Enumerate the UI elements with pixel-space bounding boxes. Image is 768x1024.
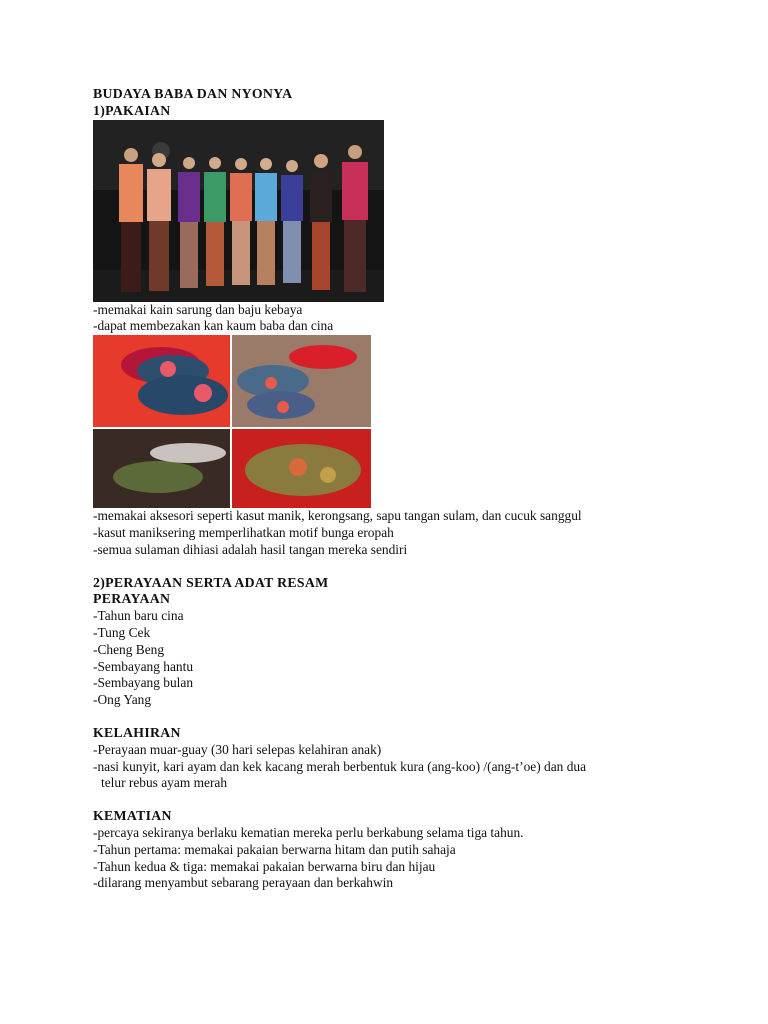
list-item: -Tung Cek bbox=[93, 624, 151, 640]
text-line: -kasut maniksering memperlihatkan motif bunga eropah bbox=[93, 524, 394, 540]
list-item: -Tahun baru cina bbox=[93, 608, 184, 624]
subheading-kematian: KEMATIAN bbox=[93, 808, 172, 824]
spacer bbox=[93, 792, 693, 808]
list-item: -Sembayang hantu bbox=[93, 658, 194, 674]
subheading-kelahiran: KELAHIRAN bbox=[93, 724, 181, 740]
group-photo bbox=[93, 120, 384, 302]
list-item: -Cheng Beng bbox=[93, 641, 165, 657]
text-line: -dapat membezakan kan kaum baba dan cina bbox=[93, 318, 334, 334]
list-item: -percaya sekiranya berlaku kematian mereka perlu berkabung selama tiga tahun. bbox=[93, 824, 524, 840]
list-item: -nasi kunyit, kari ayam dan kek kacang merah berbentuk kura (ang-koo) /(ang-t’oe) dan dua bbox=[93, 758, 587, 774]
list-item: -Tahun pertama: memakai pakaian berwarna hitam dan putih sahaja bbox=[93, 841, 456, 857]
list-item-continuation: telur rebus ayam merah bbox=[101, 775, 228, 791]
list-item: -Tahun kedua & tiga: memakai pakaian berwarna biru dan hijau bbox=[93, 858, 436, 874]
section-heading-pakaian: 1)PAKAIAN bbox=[93, 102, 171, 118]
spacer bbox=[93, 559, 693, 575]
beaded-shoes-photo bbox=[93, 335, 371, 508]
list-item: -dilarang menyambut sebarang perayaan dan berkahwin bbox=[93, 875, 394, 891]
document-title: BUDAYA BABA DAN NYONYA bbox=[93, 86, 293, 101]
text-line: -memakai aksesori seperti kasut manik, kerongsang, sapu tangan sulam, dan cucuk sanggul bbox=[93, 508, 582, 524]
list-item: -Sembayang bulan bbox=[93, 675, 194, 691]
document-page bbox=[93, 86, 693, 892]
list-item: -Ong Yang bbox=[93, 692, 152, 708]
text-line: -semua sulaman dihiasi adalah hasil tangan mereka sendiri bbox=[93, 541, 408, 557]
subheading-perayaan: PERAYAAN bbox=[93, 591, 171, 607]
section-heading-perayaan: 2)PERAYAAN SERTA ADAT RESAM bbox=[93, 574, 329, 590]
spacer bbox=[93, 709, 693, 725]
text-line: -memakai kain sarung dan baju kebaya bbox=[93, 301, 303, 317]
list-item: -Perayaan muar-guay (30 hari selepas kelahiran anak) bbox=[93, 741, 382, 757]
